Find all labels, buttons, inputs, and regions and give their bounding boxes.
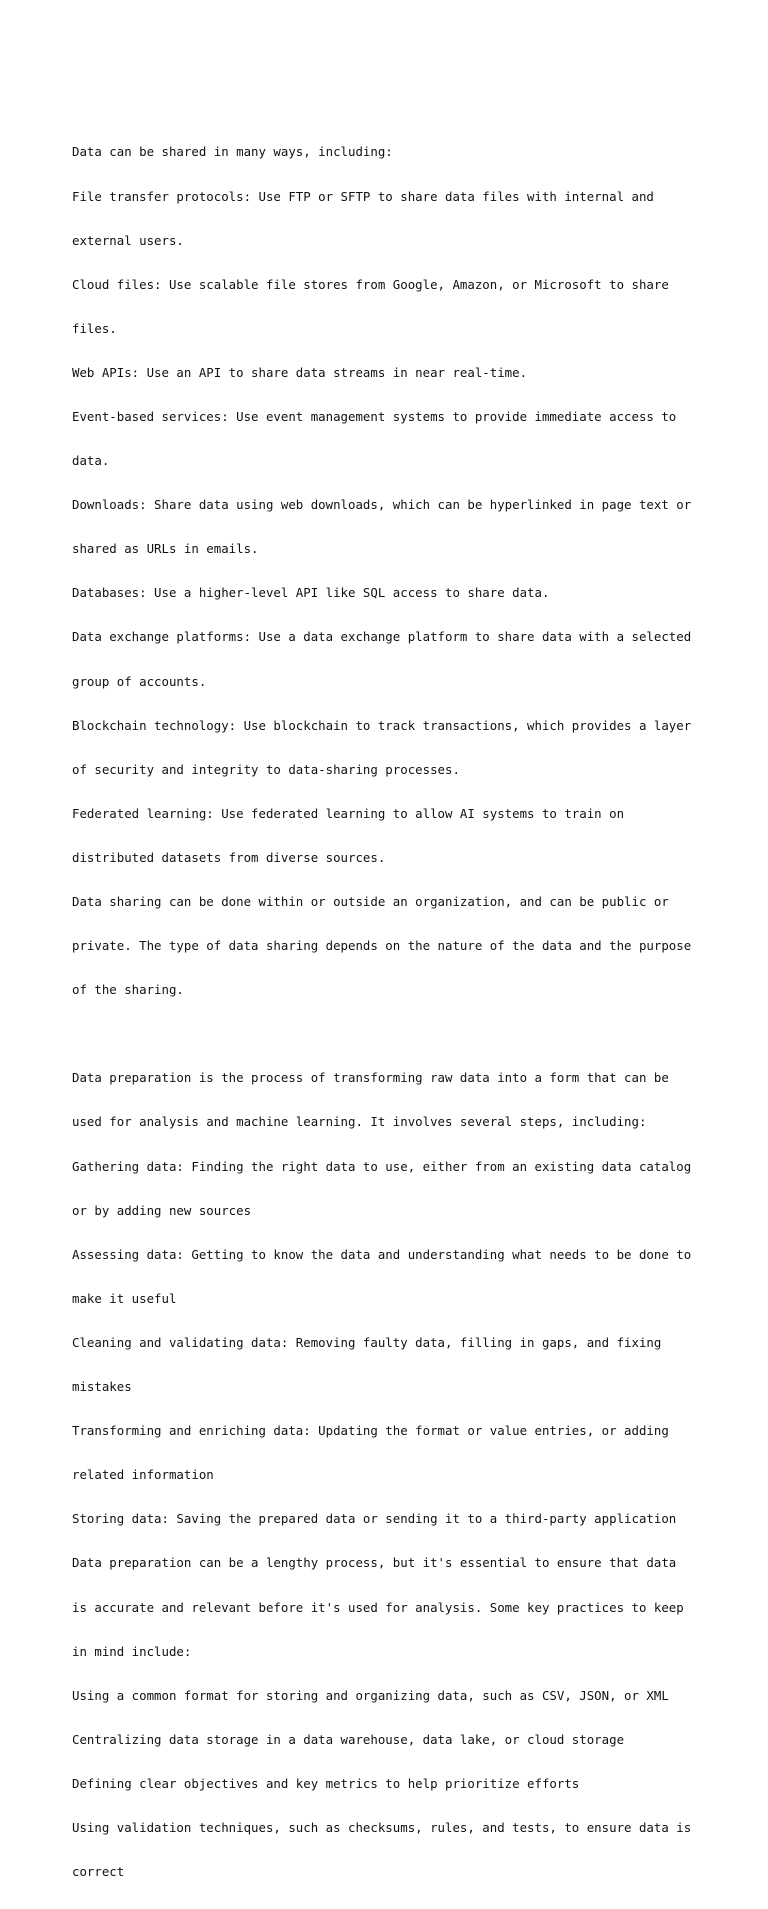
blank-line: [72, 1027, 702, 1042]
text-line: shared as URLs in emails.: [72, 541, 259, 557]
text-line: mistakes: [72, 1379, 132, 1395]
text-line: Event-based services: Use event management systems to provide immediate access to: [72, 408, 677, 424]
text-line: Data preparation can be a lengthy process, but it's essential to ensure that data: [72, 1555, 677, 1571]
text-line: Data preparation is the process of transforming raw data into a form that can be: [72, 1070, 669, 1086]
text-line: Storing data: Saving the prepared data or sending it to a third-party application: [72, 1511, 677, 1527]
text-line: Using a common format for storing and organizing data, such as CSV, JSON, or XML: [72, 1687, 669, 1703]
text-line: or by adding new sources: [72, 1202, 252, 1218]
text-line: Defining clear objectives and key metrics to help prioritize efforts: [72, 1775, 580, 1791]
text-line: of the sharing.: [72, 982, 184, 998]
text-line: Blockchain technology: Use blockchain to track transactions, which provides a layer: [72, 717, 692, 733]
text-line: of security and integrity to data-sharing processes.: [72, 761, 460, 777]
text-line: files.: [72, 320, 117, 336]
text-line: make it useful: [72, 1290, 177, 1306]
text-line: Data sharing can be done within or outside an organization, and can be public or: [72, 894, 669, 909]
text-line: Transforming and enriching data: Updating the format or value entries, or adding: [72, 1423, 669, 1439]
text-line: distributed datasets from diverse sources.: [72, 849, 386, 865]
text-line: Downloads: Share data using web downloads, which can be hyperlinked in page text or: [72, 497, 692, 513]
text-line: private. The type of data sharing depends on the nature of the data and the purpose: [72, 938, 692, 954]
text-line: Gathering data: Finding the right data to use, either from an existing data catalog: [72, 1158, 692, 1174]
text-line: Databases: Use a higher-level API like SQL access to share data.: [72, 585, 550, 601]
text-line: Centralizing data storage in a data warehouse, data lake, or cloud storage: [72, 1731, 625, 1747]
text-line: correct: [72, 1864, 125, 1880]
text-line: external users.: [72, 232, 184, 248]
text-line: data.: [72, 453, 110, 469]
text-line: Assessing data: Getting to know the data and understanding what needs to be done to: [72, 1246, 692, 1262]
text-line: Cloud files: Use scalable file stores from Google, Amazon, or Microsoft to share: [72, 276, 669, 292]
text-line: Data can be shared in many ways, including:: [72, 144, 393, 160]
text-line: used for analysis and machine learning. It involves several steps, including:: [72, 1114, 647, 1130]
text-line: Using validation techniques, such as checksums, rules, and tests, to ensure data is: [72, 1819, 692, 1835]
text-line: in mind include:: [72, 1643, 192, 1659]
text-line: is accurate and relevant before it's used for analysis. Some key practices to keep: [72, 1599, 684, 1615]
text-line: Cleaning and validating data: Removing faulty data, filling in gaps, and fixing: [72, 1334, 662, 1350]
text-line: File transfer protocols: Use FTP or SFTP to share data files with internal and: [72, 188, 654, 204]
text-line: group of accounts.: [72, 673, 207, 689]
text-line: related information: [72, 1467, 214, 1483]
text-line: Data exchange platforms: Use a data exchange platform to share data with a selected: [72, 629, 692, 645]
text-line: Federated learning: Use federated learning to allow AI systems to train on: [72, 805, 625, 821]
document-text: [72, 116, 702, 1909]
text-line: Web APIs: Use an API to share data streams in near real-time.: [72, 364, 528, 380]
